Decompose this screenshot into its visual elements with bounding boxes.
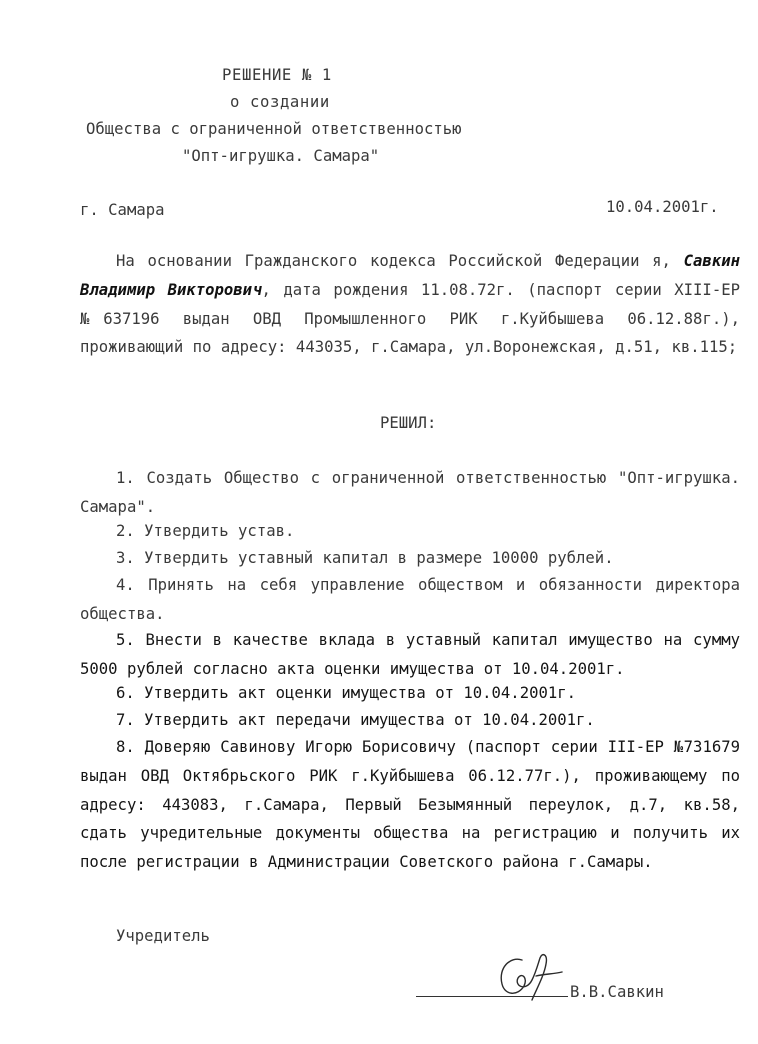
intro-text-before: На основании Гражданского кодекса Российской Федерации я, [116,252,671,270]
intro-text-after: , дата рождения 11.08.72г. (паспорт серии XIII-ЕР №637196 выдан ОВД Промышленного РИК г.Куйбышева 06.12.88г.), проживающий по адресу: 443035, г.Самара, ул.Воронежская, д.51, кв.115; [80,280,740,357]
resolution-item-7: 7. Утвердить акт передачи имущества от 10.04.2001г. [116,711,595,729]
company-name: "Опт-игрушка. Самара" [182,147,380,165]
signature-name: В.В.Савкин [570,983,664,1001]
founder-name: Савкин Владимир Викторович [80,252,740,299]
document-subtitle: о создании [230,93,330,111]
resolution-item-1: 1. Создать Общество с ограниченной ответственностью "Опт-игрушка. Самара". [80,469,740,516]
resolution-item-4: 4. Принять на себя управление обществом и обязанности директора общества. [80,576,740,623]
place: г. Самара [80,201,165,219]
founder-label: Учредитель [116,927,210,945]
handwritten-signature [492,950,572,1002]
company-type: Общества с ограниченной ответственностью [86,120,462,138]
document-title: РЕШЕНИЕ № 1 [222,66,332,84]
resolution-item-2: 2. Утвердить устав. [116,522,295,540]
resolution-item-6: 6. Утвердить акт оценки имущества от 10.04.2001г. [116,684,577,702]
resolution-item-3: 3. Утвердить уставный капитал в размере 10000 рублей. [116,549,614,567]
decided-label: РЕШИЛ: [380,414,437,432]
intro-paragraph [80,247,740,362]
resolution-item-8: 8. Доверяю Савинову Игорю Борисовичу (паспорт серии III-ЕР №731679 выдан ОВД Октябрьского РИК г.Куйбышева 06.12.77г.), проживающему по адресу: 443083, г.Самара, Первый Безымянный переулок, д.7, кв.58, сдать учредительные документы общества на регистрацию и получить их после регистрации в Администрации Советского района г.Самары. [80,738,740,872]
document-date: 10.04.2001г. [606,198,719,216]
resolution-item-5: 5. Внести в качестве вклада в уставный капитал имущество на сумму 5000 рублей согласно акта оценки имущества от 10.04.2001г. [80,631,740,678]
